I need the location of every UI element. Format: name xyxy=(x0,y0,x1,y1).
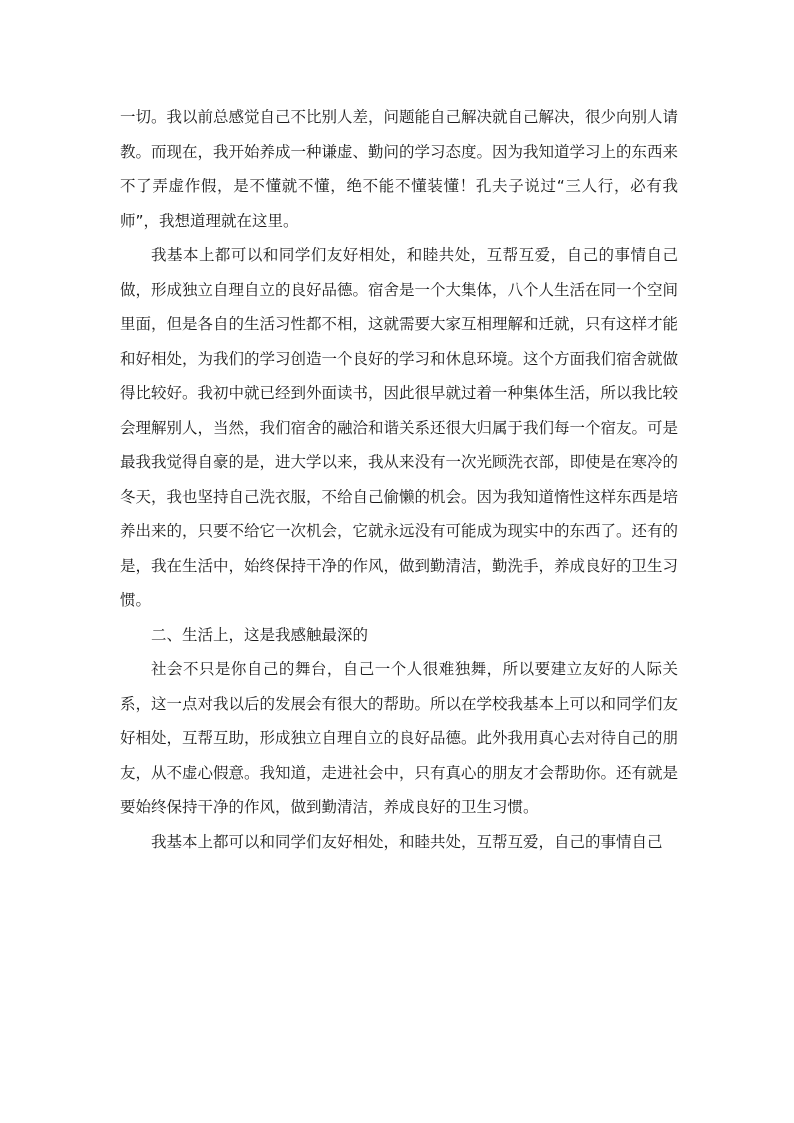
paragraph-truncated: 我基本上都可以和同学们友好相处，和睦共处，互帮互爱，自己的事情自己 xyxy=(151,832,663,851)
paragraph-continuation: 一切。我以前总感觉自己不比别人差，问题能自己解决就自己解决，很少向别人请教。而现在，我开始养成一种谦虚、勤问的学习态度。因为我知道学习上的东西来不了弄虚作假，是不懂就不懂，绝不能不懂装懂！孔夫子说过“三人行，必有我师”，我想道理就在这里。 xyxy=(120,108,679,230)
paragraph-dorm-life: 我基本上都可以和同学们友好相处，和睦共处，互帮互爱，自己的事情自己做，形成独立自理自立的良好品德。宿舍是一个大集体，八个人生活在同一个空间里面，但是各自的生活习性都不相，这就需要大家互相理解和迁就，只有这样才能和好相处，为我们的学习创造一个良好的学习和休息环境。这个方面我们宿舍就做得比较好。我初中就已经到外面读书，因此很早就过着一种集体生活，所以我比较会理解别人，当然，我们宿舍的融洽和谐关系还很大归属于我们每一个宿友。可是最我我觉得自豪的是，进大学以来，我从来没有一次光顾洗衣部，即使是在寒冷的冬天，我也坚持自己洗衣服，不给自己偷懒的机会。因为我知道惰性这样东西是培养出来的，只要不给它一次机会，它就永远没有可能成为现实中的东西了。还有的是，我在生活中，始终保持干净的作风，做到勤清洁，勤洗手，养成良好的卫生习惯。 xyxy=(120,246,679,609)
paragraph-social-relations: 社会不只是你自己的舞台，自己一个人很难独舞，所以要建立友好的人际关系，这一点对我以后的发展会有很大的帮助。所以在学校我基本上可以和同学们友好相处，互帮互助，形成独立自理自立的良好品德。此外我用真心去对待自己的朋友，从不虚心假意。我知道，走进社会中，只有真心的朋友才会帮助你。还有就是要始终保持干净的作风，做到勤清洁，养成良好的卫生习惯。 xyxy=(120,660,679,816)
document-body xyxy=(120,100,678,859)
section-heading-life: 二、生活上，这是我感触最深的 xyxy=(151,625,369,644)
